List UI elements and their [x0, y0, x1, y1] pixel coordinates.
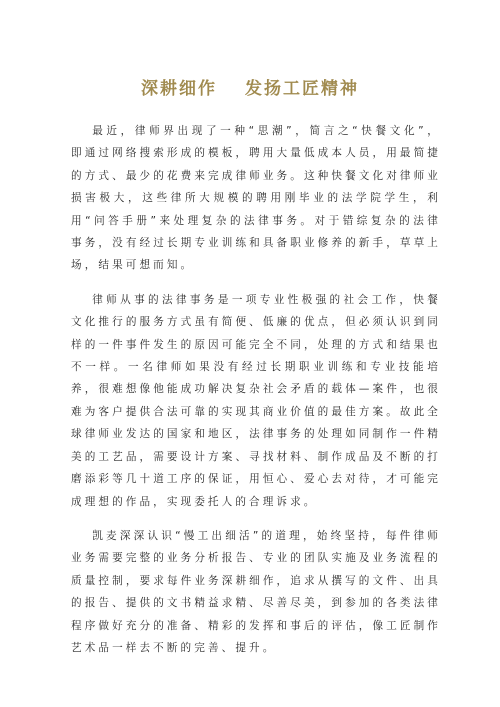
paragraph-3: 凯麦深深认识“慢工出细活”的道理，始终坚持，每件律师业务需要完整的业务分析报告、专业的团队实施及业务流程的质量控制，要求每件业务深耕细作，追求从撰写的文件、出具的报告、提供的文书精益求精、尽善尽美，到参加的各类法律程序做好充分的准备、精彩的发挥和事后的评估，像工匠制作艺术品一样去不断的完善、提升。	[71, 529, 441, 654]
title-part-1: 深耕细作	[141, 79, 217, 99]
paragraph-2: 律师从事的法律事务是一项专业性极强的社会工作，快餐文化推行的服务方式虽有简便、低廉的优点，但必须认识到同样的一件事件发生的原因可能完全不同，处理的方式和结果也不一样。一名律师如果没有经过长期职业训练和专业技能培养，很难想像他能成功解决复杂社会矛盾的载体—案件，也很难为客户提供合法可靠的实现其商业价值的最佳方案。故此全球律师业发达的国家和地区，法律事务的处理如同制作一件精美的工艺品，需要设计方案、寻找材料、制作成品及不断的打磨添彩等几十道工序的保证，用恒心、爱心去对待，才可能完成理想的作品，实现委托人的合理诉求。	[71, 293, 441, 508]
paragraph-1: 最近，律师界出现了一种“思潮”，简言之“快餐文化”，即通过网络搜索形成的模板，聘用大量低成本人员，用最简捷的方式、最少的花费来完成律师业务。这种快餐文化对律师业损害极大，这些律所大规模的聘用刚毕业的法学院学生，利用“问答手册”来处理复杂的法律事务。对于错综复杂的法律事务，没有经过长期专业训练和具备职业修养的新手，草草上场，结果可想而知。	[71, 125, 441, 272]
page-title	[0, 74, 500, 99]
title-part-2: 发扬工匠精神	[245, 79, 359, 99]
article-body	[71, 120, 441, 671]
